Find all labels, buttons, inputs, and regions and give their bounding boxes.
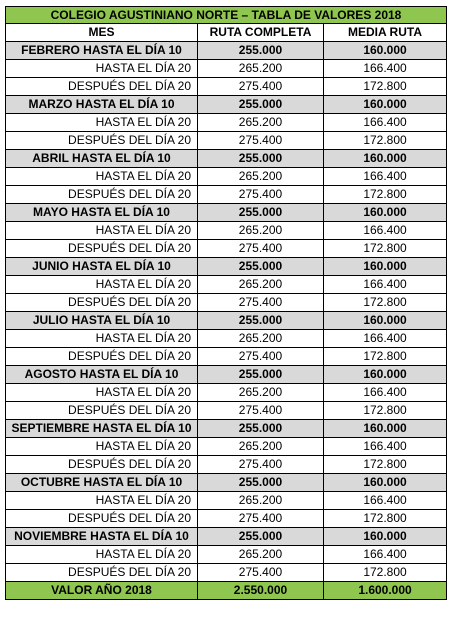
media-ruta-cell: 166.400: [324, 276, 447, 294]
mes-cell: DESPUÉS DEL DÍA 20: [6, 564, 198, 582]
month-row: [6, 312, 447, 330]
ruta-completa-cell: 265.200: [198, 222, 324, 240]
mes-cell: HASTA EL DÍA 20: [6, 492, 198, 510]
ruta-completa-cell: 255.000: [198, 528, 324, 546]
month-row: [6, 420, 447, 438]
sub-row: [6, 114, 447, 132]
mes-cell: DESPUÉS DEL DÍA 20: [6, 456, 198, 474]
media-ruta-cell: 166.400: [324, 546, 447, 564]
sub-row: [6, 78, 447, 96]
mes-cell: DESPUÉS DEL DÍA 20: [6, 186, 198, 204]
sub-row: [6, 240, 447, 258]
ruta-completa-cell: 255.000: [198, 420, 324, 438]
ruta-completa-cell: 255.000: [198, 96, 324, 114]
header-ruta-completa: RUTA COMPLETA: [198, 24, 324, 42]
media-ruta-cell: 160.000: [324, 420, 447, 438]
mes-cell: HASTA EL DÍA 20: [6, 276, 198, 294]
media-ruta-cell: 172.800: [324, 510, 447, 528]
media-ruta-cell: 160.000: [324, 474, 447, 492]
ruta-completa-cell: 275.400: [198, 456, 324, 474]
mes-cell: JUNIO HASTA EL DÍA 10: [6, 258, 198, 276]
month-row: [6, 528, 447, 546]
ruta-completa-cell: 275.400: [198, 510, 324, 528]
media-ruta-cell: 172.800: [324, 186, 447, 204]
media-ruta-cell: 160.000: [324, 528, 447, 546]
mes-cell: HASTA EL DÍA 20: [6, 438, 198, 456]
sub-row: [6, 402, 447, 420]
sub-row: [6, 222, 447, 240]
media-ruta-cell: 166.400: [324, 384, 447, 402]
sub-row: [6, 492, 447, 510]
ruta-completa-cell: 275.400: [198, 186, 324, 204]
mes-cell: FEBRERO HASTA EL DÍA 10: [6, 42, 198, 60]
media-ruta-cell: 172.800: [324, 348, 447, 366]
table-title: COLEGIO AGUSTINIANO NORTE – TABLA DE VALORES 2018: [6, 7, 447, 24]
sub-row: [6, 348, 447, 366]
mes-cell: DESPUÉS DEL DÍA 20: [6, 402, 198, 420]
table-body: [6, 42, 447, 582]
mes-cell: DESPUÉS DEL DÍA 20: [6, 132, 198, 150]
mes-cell: DESPUÉS DEL DÍA 20: [6, 240, 198, 258]
ruta-completa-cell: 275.400: [198, 294, 324, 312]
header-media-ruta: MEDIA RUTA: [324, 24, 447, 42]
header-mes: MES: [6, 24, 198, 42]
media-ruta-cell: 166.400: [324, 60, 447, 78]
sub-row: [6, 546, 447, 564]
ruta-completa-cell: 265.200: [198, 168, 324, 186]
ruta-completa-cell: 275.400: [198, 564, 324, 582]
month-row: [6, 204, 447, 222]
mes-cell: HASTA EL DÍA 20: [6, 330, 198, 348]
media-ruta-cell: 172.800: [324, 456, 447, 474]
mes-cell: ABRIL HASTA EL DÍA 10: [6, 150, 198, 168]
mes-cell: HASTA EL DÍA 20: [6, 168, 198, 186]
values-sheet: [5, 6, 446, 600]
mes-cell: JULIO HASTA EL DÍA 10: [6, 312, 198, 330]
total-row: [6, 582, 447, 600]
media-ruta-cell: 160.000: [324, 42, 447, 60]
mes-cell: DESPUÉS DEL DÍA 20: [6, 78, 198, 96]
month-row: [6, 42, 447, 60]
month-row: [6, 150, 447, 168]
ruta-completa-cell: 255.000: [198, 312, 324, 330]
sub-row: [6, 294, 447, 312]
mes-cell: DESPUÉS DEL DÍA 20: [6, 294, 198, 312]
ruta-completa-cell: 275.400: [198, 240, 324, 258]
ruta-completa-cell: 255.000: [198, 474, 324, 492]
ruta-completa-cell: 265.200: [198, 276, 324, 294]
media-ruta-cell: 160.000: [324, 366, 447, 384]
total-label: VALOR AÑO 2018: [6, 582, 198, 600]
ruta-completa-cell: 275.400: [198, 132, 324, 150]
media-ruta-cell: 160.000: [324, 150, 447, 168]
ruta-completa-cell: 255.000: [198, 150, 324, 168]
mes-cell: HASTA EL DÍA 20: [6, 546, 198, 564]
ruta-completa-cell: 265.200: [198, 60, 324, 78]
media-ruta-cell: 172.800: [324, 132, 447, 150]
mes-cell: NOVIEMBRE HASTA EL DÍA 10: [6, 528, 198, 546]
media-ruta-cell: 166.400: [324, 438, 447, 456]
ruta-completa-cell: 265.200: [198, 438, 324, 456]
mes-cell: DESPUÉS DEL DÍA 20: [6, 510, 198, 528]
media-ruta-cell: 172.800: [324, 78, 447, 96]
ruta-completa-cell: 275.400: [198, 402, 324, 420]
sub-row: [6, 168, 447, 186]
month-row: [6, 258, 447, 276]
mes-cell: SEPTIEMBRE HASTA EL DÍA 10: [6, 420, 198, 438]
mes-cell: AGOSTO HASTA EL DÍA 10: [6, 366, 198, 384]
ruta-completa-cell: 255.000: [198, 258, 324, 276]
media-ruta-cell: 160.000: [324, 96, 447, 114]
sub-row: [6, 276, 447, 294]
ruta-completa-cell: 255.000: [198, 42, 324, 60]
ruta-completa-cell: 275.400: [198, 348, 324, 366]
media-ruta-cell: 160.000: [324, 204, 447, 222]
media-ruta-cell: 172.800: [324, 294, 447, 312]
sub-row: [6, 510, 447, 528]
sub-row: [6, 132, 447, 150]
media-ruta-cell: 166.400: [324, 168, 447, 186]
media-ruta-cell: 172.800: [324, 240, 447, 258]
media-ruta-cell: 172.800: [324, 564, 447, 582]
mes-cell: HASTA EL DÍA 20: [6, 222, 198, 240]
media-ruta-cell: 172.800: [324, 402, 447, 420]
sub-row: [6, 456, 447, 474]
mes-cell: OCTUBRE HASTA EL DÍA 10: [6, 474, 198, 492]
title-row: [6, 7, 447, 24]
values-table: [5, 6, 447, 600]
mes-cell: DESPUÉS DEL DÍA 20: [6, 348, 198, 366]
month-row: [6, 96, 447, 114]
mes-cell: HASTA EL DÍA 20: [6, 114, 198, 132]
total-ruta-completa: 2.550.000: [198, 582, 324, 600]
sub-row: [6, 330, 447, 348]
sub-row: [6, 186, 447, 204]
header-row: [6, 24, 447, 42]
ruta-completa-cell: 265.200: [198, 492, 324, 510]
media-ruta-cell: 166.400: [324, 330, 447, 348]
sub-row: [6, 564, 447, 582]
media-ruta-cell: 160.000: [324, 312, 447, 330]
month-row: [6, 366, 447, 384]
ruta-completa-cell: 265.200: [198, 384, 324, 402]
ruta-completa-cell: 255.000: [198, 204, 324, 222]
media-ruta-cell: 166.400: [324, 492, 447, 510]
ruta-completa-cell: 265.200: [198, 330, 324, 348]
sub-row: [6, 438, 447, 456]
mes-cell: MARZO HASTA EL DÍA 10: [6, 96, 198, 114]
ruta-completa-cell: 275.400: [198, 78, 324, 96]
month-row: [6, 474, 447, 492]
total-media-ruta: 1.600.000: [324, 582, 447, 600]
sub-row: [6, 60, 447, 78]
ruta-completa-cell: 265.200: [198, 546, 324, 564]
mes-cell: MAYO HASTA EL DÍA 10: [6, 204, 198, 222]
sub-row: [6, 384, 447, 402]
ruta-completa-cell: 255.000: [198, 366, 324, 384]
ruta-completa-cell: 265.200: [198, 114, 324, 132]
media-ruta-cell: 166.400: [324, 222, 447, 240]
media-ruta-cell: 160.000: [324, 258, 447, 276]
mes-cell: HASTA EL DÍA 20: [6, 384, 198, 402]
mes-cell: HASTA EL DÍA 20: [6, 60, 198, 78]
media-ruta-cell: 166.400: [324, 114, 447, 132]
